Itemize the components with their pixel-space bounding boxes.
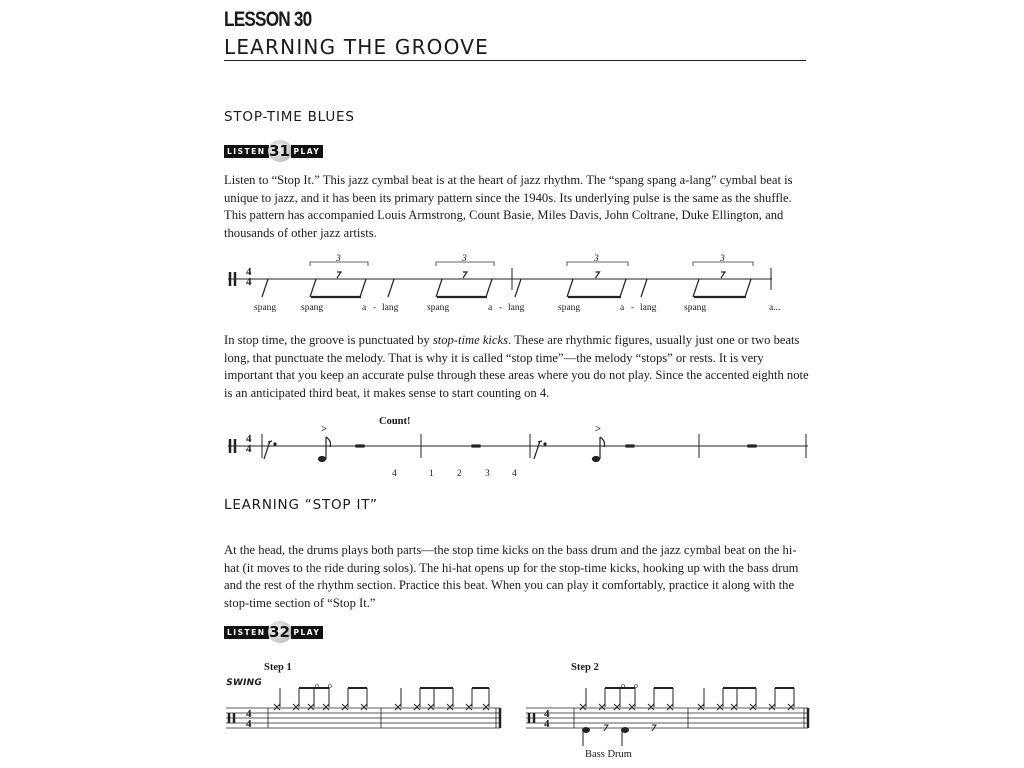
- hihat-note: [599, 704, 605, 710]
- count-label: Count!: [379, 416, 411, 427]
- hihat-note: [323, 704, 329, 710]
- hihat-note: [769, 704, 775, 710]
- open-hihat-mark: o: [315, 681, 319, 690]
- open-hihat-mark: o: [328, 681, 332, 690]
- hihat-note: [361, 704, 367, 710]
- count-number: 3: [485, 469, 490, 479]
- hihat-note: [483, 704, 489, 710]
- syllable: lang: [640, 303, 657, 313]
- triplet-mark: 3: [462, 254, 467, 264]
- time-signature-bottom: 4: [246, 718, 252, 730]
- time-signature-bottom: 4: [246, 276, 252, 288]
- intro-paragraph: Listen to “Stop It.” This jazz cymbal beat is at the heart of jazz rhythm. The “spang spang a-lang” cymbal beat is unique to jazz, and it has been its primary pattern since the 1940s. Its underlying pulse is the same as the shuffle. This pattern has accompanied Louis Armstrong, Count Basie, Miles Davis, John Coltrane, Duke Ellington, and thousands of other jazz artists.: [224, 173, 793, 240]
- hihat-note: [648, 704, 654, 710]
- triplet-mark: 3: [594, 254, 599, 264]
- stop-time-text-a: In stop time, the groove is punctuated by: [224, 333, 433, 347]
- time-signature-top: 4: [246, 433, 252, 445]
- syllable: -: [499, 303, 503, 313]
- step-staves: [226, 708, 808, 728]
- hihat-note: [717, 704, 723, 710]
- triplet-mark: 3: [336, 254, 341, 264]
- time-signature: [544, 709, 550, 729]
- open-hihat-mark: o: [621, 681, 625, 690]
- hihat-note: [308, 704, 314, 710]
- stop-time-kicks-emphasis: stop-time kicks: [432, 333, 508, 347]
- hihat-note: [788, 704, 794, 710]
- triplet-mark: 3: [720, 254, 725, 264]
- syllable: spang: [301, 303, 324, 313]
- head-paragraph: At the head, the drums plays both parts—the stop time kicks on the bass drum and the jazz cymbal beat on the hi-hat (it moves to the ride during solos). The hi-hat opens up for the stop-time kicks, hooking up with the bass drum and the rest of the rhythm section. Practice this beat. When you can play it comfortably, practice it along with the stop-time section of “Stop It.”: [224, 543, 799, 610]
- syllable: -: [631, 303, 635, 313]
- swing-label: SWING: [225, 678, 263, 688]
- syllable: spang: [684, 303, 707, 313]
- bass-drum-notehead: [583, 728, 590, 733]
- syllable: lang: [508, 303, 525, 313]
- time-signature-bottom: 4: [544, 718, 550, 730]
- hihat-note: [342, 704, 348, 710]
- hihat-note: [414, 704, 420, 710]
- open-hihat-mark: o: [634, 681, 638, 690]
- lesson-number: LESSON 30: [224, 8, 312, 31]
- bass-drum-label: Bass Drum: [585, 749, 632, 760]
- hihat-note: [580, 704, 586, 710]
- syllable: a...: [769, 303, 781, 313]
- syllable: spang: [254, 303, 277, 313]
- hihat-note: [614, 704, 620, 710]
- lesson-title: LEARNING THE GROOVE: [224, 35, 489, 59]
- section-heading-learning-stop-it: LEARNING “STOP IT”: [224, 497, 378, 513]
- hihat-note: [466, 704, 472, 710]
- bass-drum-notehead: [622, 728, 629, 733]
- syllable: a: [362, 303, 367, 313]
- syllable: a: [620, 303, 625, 313]
- hihat-note: [274, 704, 280, 710]
- play-label: PLAY: [291, 145, 324, 158]
- stop-time-text-b: . These are rhythmic figures, usually just one or two beats long, that punctuate the melody. That is why it is called “stop time”—the melody “stops” or rests. It is very important that you keep an accurate pulse through these areas where you do not play. Since the accented eighth note is an anticipated third beat, it makes sense to start counting on 4.: [224, 333, 809, 400]
- count-number: 4: [392, 469, 397, 479]
- step-2-label: Step 2: [571, 662, 599, 673]
- count-number: 4: [512, 469, 517, 479]
- time-signature-top: 4: [544, 708, 550, 720]
- track-number: 31: [269, 142, 290, 160]
- hihat-note: [428, 704, 434, 710]
- track-number: 32: [269, 623, 290, 641]
- listen-label: LISTEN: [224, 626, 269, 639]
- hihat-note: [667, 704, 673, 710]
- hihat-note: [293, 704, 299, 710]
- time-signature-top: 4: [246, 266, 252, 278]
- time-signature: [246, 709, 252, 729]
- section-heading-stop-time-blues: STOP-TIME BLUES: [224, 109, 355, 125]
- time-signature-bottom: 4: [246, 443, 252, 455]
- syllable: -: [373, 303, 377, 313]
- step-1-label: Step 1: [264, 662, 292, 673]
- listen-label: LISTEN: [224, 145, 269, 158]
- hihat-note: [447, 704, 453, 710]
- hihat-note: [629, 704, 635, 710]
- syllable: spang: [558, 303, 581, 313]
- accent-mark: >: [321, 424, 327, 435]
- hihat-note: [750, 704, 756, 710]
- time-signature-top: 4: [246, 708, 252, 720]
- syllable: spang: [427, 303, 450, 313]
- hihat-note: [731, 704, 737, 710]
- count-number: 2: [457, 469, 462, 479]
- count-number: 1: [429, 469, 434, 479]
- hihat-note: [395, 704, 401, 710]
- hihat-note: [698, 704, 704, 710]
- syllable: lang: [382, 303, 399, 313]
- accent-mark: >: [595, 424, 601, 435]
- play-label: PLAY: [291, 626, 324, 639]
- syllable: a: [488, 303, 493, 313]
